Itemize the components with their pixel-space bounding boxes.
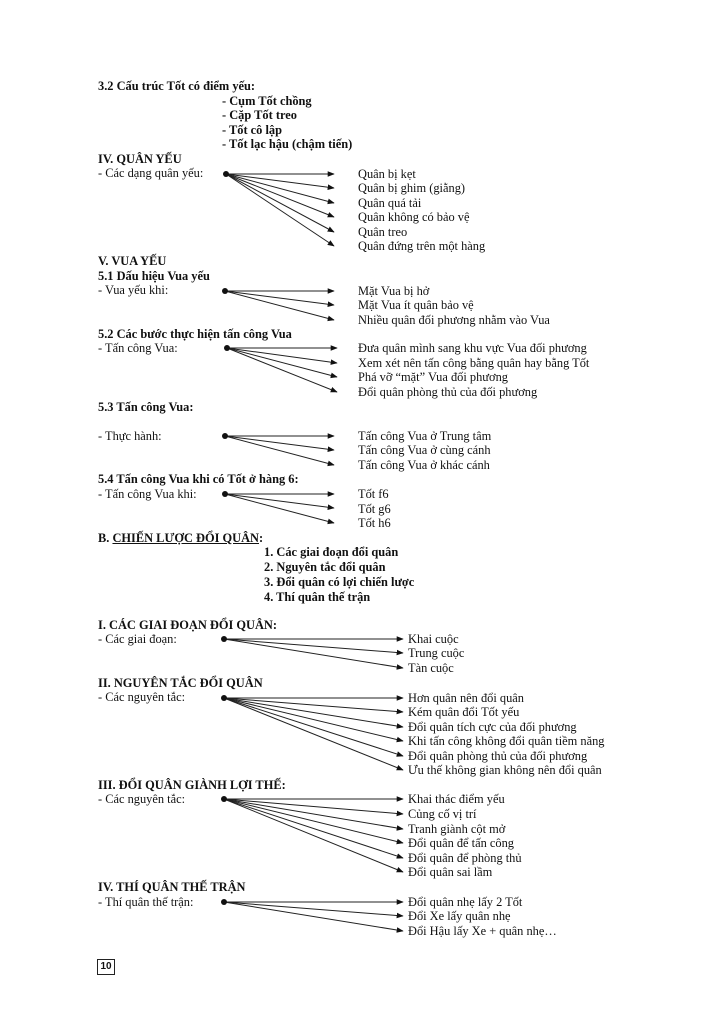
list-item: Phá vỡ “mặt” Vua đối phương bbox=[358, 370, 508, 384]
list-item: Tốt h6 bbox=[358, 516, 391, 530]
diagram-label: - Tấn công Vua: bbox=[98, 341, 178, 355]
list-item: Đổi quân để tấn công bbox=[408, 836, 514, 850]
section-v-heading: V. VUA YẾU bbox=[98, 254, 167, 268]
list-item: Tàn cuộc bbox=[408, 661, 454, 675]
list-item: Tốt f6 bbox=[358, 487, 389, 501]
list-item: Quân không có bảo vệ bbox=[358, 210, 470, 224]
list-item: 1. Các giai đoạn đổi quân bbox=[264, 545, 399, 559]
diagram-label: - Thực hành: bbox=[98, 429, 162, 443]
list-item: Đổi Hậu lấy Xe + quân nhẹ… bbox=[408, 924, 557, 938]
diagram-label: - Thí quân thế trận: bbox=[98, 895, 194, 909]
diagram-label: - Các dạng quân yếu: bbox=[98, 166, 204, 180]
section-b-prefix: B. bbox=[98, 531, 113, 545]
list-item: Ưu thế không gian không nên đổi quân bbox=[408, 763, 602, 777]
diagram-label: - Các giai đoạn: bbox=[98, 632, 177, 646]
diagram-label: - Các nguyên tắc: bbox=[98, 792, 186, 806]
list-item: Khai thác điểm yếu bbox=[408, 792, 505, 806]
diagram-label: - Tấn công Vua khi: bbox=[98, 487, 197, 501]
list-item: 3. Đổi quân có lợi chiến lược bbox=[264, 575, 415, 589]
list-item: Tấn công Vua ở cùng cánh bbox=[358, 443, 491, 457]
list-item: - Tốt lạc hậu (chậm tiến) bbox=[222, 137, 353, 151]
section-3-2-heading: 3.2 Cấu trúc Tốt có điểm yếu: bbox=[98, 79, 256, 93]
section-iv-heading: IV. QUÂN YẾU bbox=[98, 152, 182, 166]
list-item: Quân quá tải bbox=[358, 196, 422, 210]
list-item: Quân đứng trên một hàng bbox=[358, 239, 486, 253]
page-number: 10 bbox=[97, 959, 115, 975]
diagram-label: - Các nguyên tắc: bbox=[98, 690, 186, 704]
list-item: - Cặp Tốt treo bbox=[222, 108, 297, 122]
list-item: Kém quân đổi Tốt yếu bbox=[408, 705, 520, 719]
list-item: Tranh giành cột mở bbox=[408, 822, 506, 836]
list-item: 2. Nguyên tắc đổi quân bbox=[264, 560, 386, 574]
section-b1-heading: I. CÁC GIAI ĐOẠN ĐỔI QUÂN: bbox=[98, 618, 277, 632]
list-item: Trung cuộc bbox=[408, 646, 465, 660]
section-b-title: CHIẾN LƯỢC ĐỔI QUÂN bbox=[112, 531, 259, 545]
list-item: Mặt Vua bị hở bbox=[358, 284, 430, 298]
diagram-label: - Vua yếu khi: bbox=[98, 283, 169, 297]
list-item: Quân treo bbox=[358, 225, 408, 239]
section-b4-heading: IV. THÍ QUÂN THẾ TRẬN bbox=[98, 880, 246, 894]
list-item: Củng cố vị trí bbox=[408, 807, 477, 821]
list-item: Quân bị kẹt bbox=[358, 167, 416, 181]
list-item: Đổi quân phòng thủ của đối phương bbox=[358, 385, 538, 399]
list-item: - Cụm Tốt chồng bbox=[222, 94, 312, 108]
section-b3-heading: III. ĐỔI QUÂN GIÀNH LỢI THẾ: bbox=[98, 778, 286, 792]
list-item: Đổi quân để phòng thủ bbox=[408, 851, 522, 865]
section-b-suffix: : bbox=[258, 531, 264, 545]
list-item: 4. Thí quân thế trận bbox=[264, 590, 371, 604]
list-item: Xem xét nên tấn công bằng quân hay bằng Tốt bbox=[358, 356, 590, 370]
list-item: Tấn công Vua ở khác cánh bbox=[358, 458, 490, 472]
list-item: Tấn công Vua ở Trung tâm bbox=[358, 429, 492, 443]
list-item: Đưa quân mình sang khu vực Vua đối phương bbox=[358, 341, 587, 355]
section-b-heading bbox=[98, 531, 263, 545]
section-5-2-heading: 5.2 Các bước thực hiện tấn công Vua bbox=[98, 327, 292, 341]
list-item: Khai cuộc bbox=[408, 632, 459, 646]
list-item: Nhiều quân đối phương nhằm vào Vua bbox=[358, 313, 550, 327]
list-item: Đổi quân tích cực của đối phương bbox=[408, 720, 577, 734]
list-item: Đổi quân sai lầm bbox=[408, 865, 493, 879]
list-item: - Tốt cô lập bbox=[222, 123, 283, 137]
list-item: Đổi Xe lấy quân nhẹ bbox=[408, 909, 511, 923]
list-item: Đổi quân nhẹ lấy 2 Tốt bbox=[408, 895, 523, 909]
section-5-3-heading: 5.3 Tấn công Vua: bbox=[98, 400, 194, 414]
section-b2-heading: II. NGUYÊN TẮC ĐỔI QUÂN bbox=[98, 676, 263, 690]
list-item: Hơn quân nên đổi quân bbox=[408, 691, 524, 705]
list-item: Đổi quân phòng thủ của đối phương bbox=[408, 749, 588, 763]
section-5-1-heading: 5.1 Dấu hiệu Vua yếu bbox=[98, 269, 210, 283]
list-item: Mặt Vua ít quân bảo vệ bbox=[358, 298, 474, 312]
list-item: Quân bị ghim (giằng) bbox=[358, 181, 466, 195]
list-item: Khi tấn công không đổi quân tiềm năng bbox=[408, 734, 605, 748]
section-5-4-heading: 5.4 Tấn công Vua khi có Tốt ở hàng 6: bbox=[98, 472, 299, 486]
list-item: Tốt g6 bbox=[358, 502, 391, 516]
